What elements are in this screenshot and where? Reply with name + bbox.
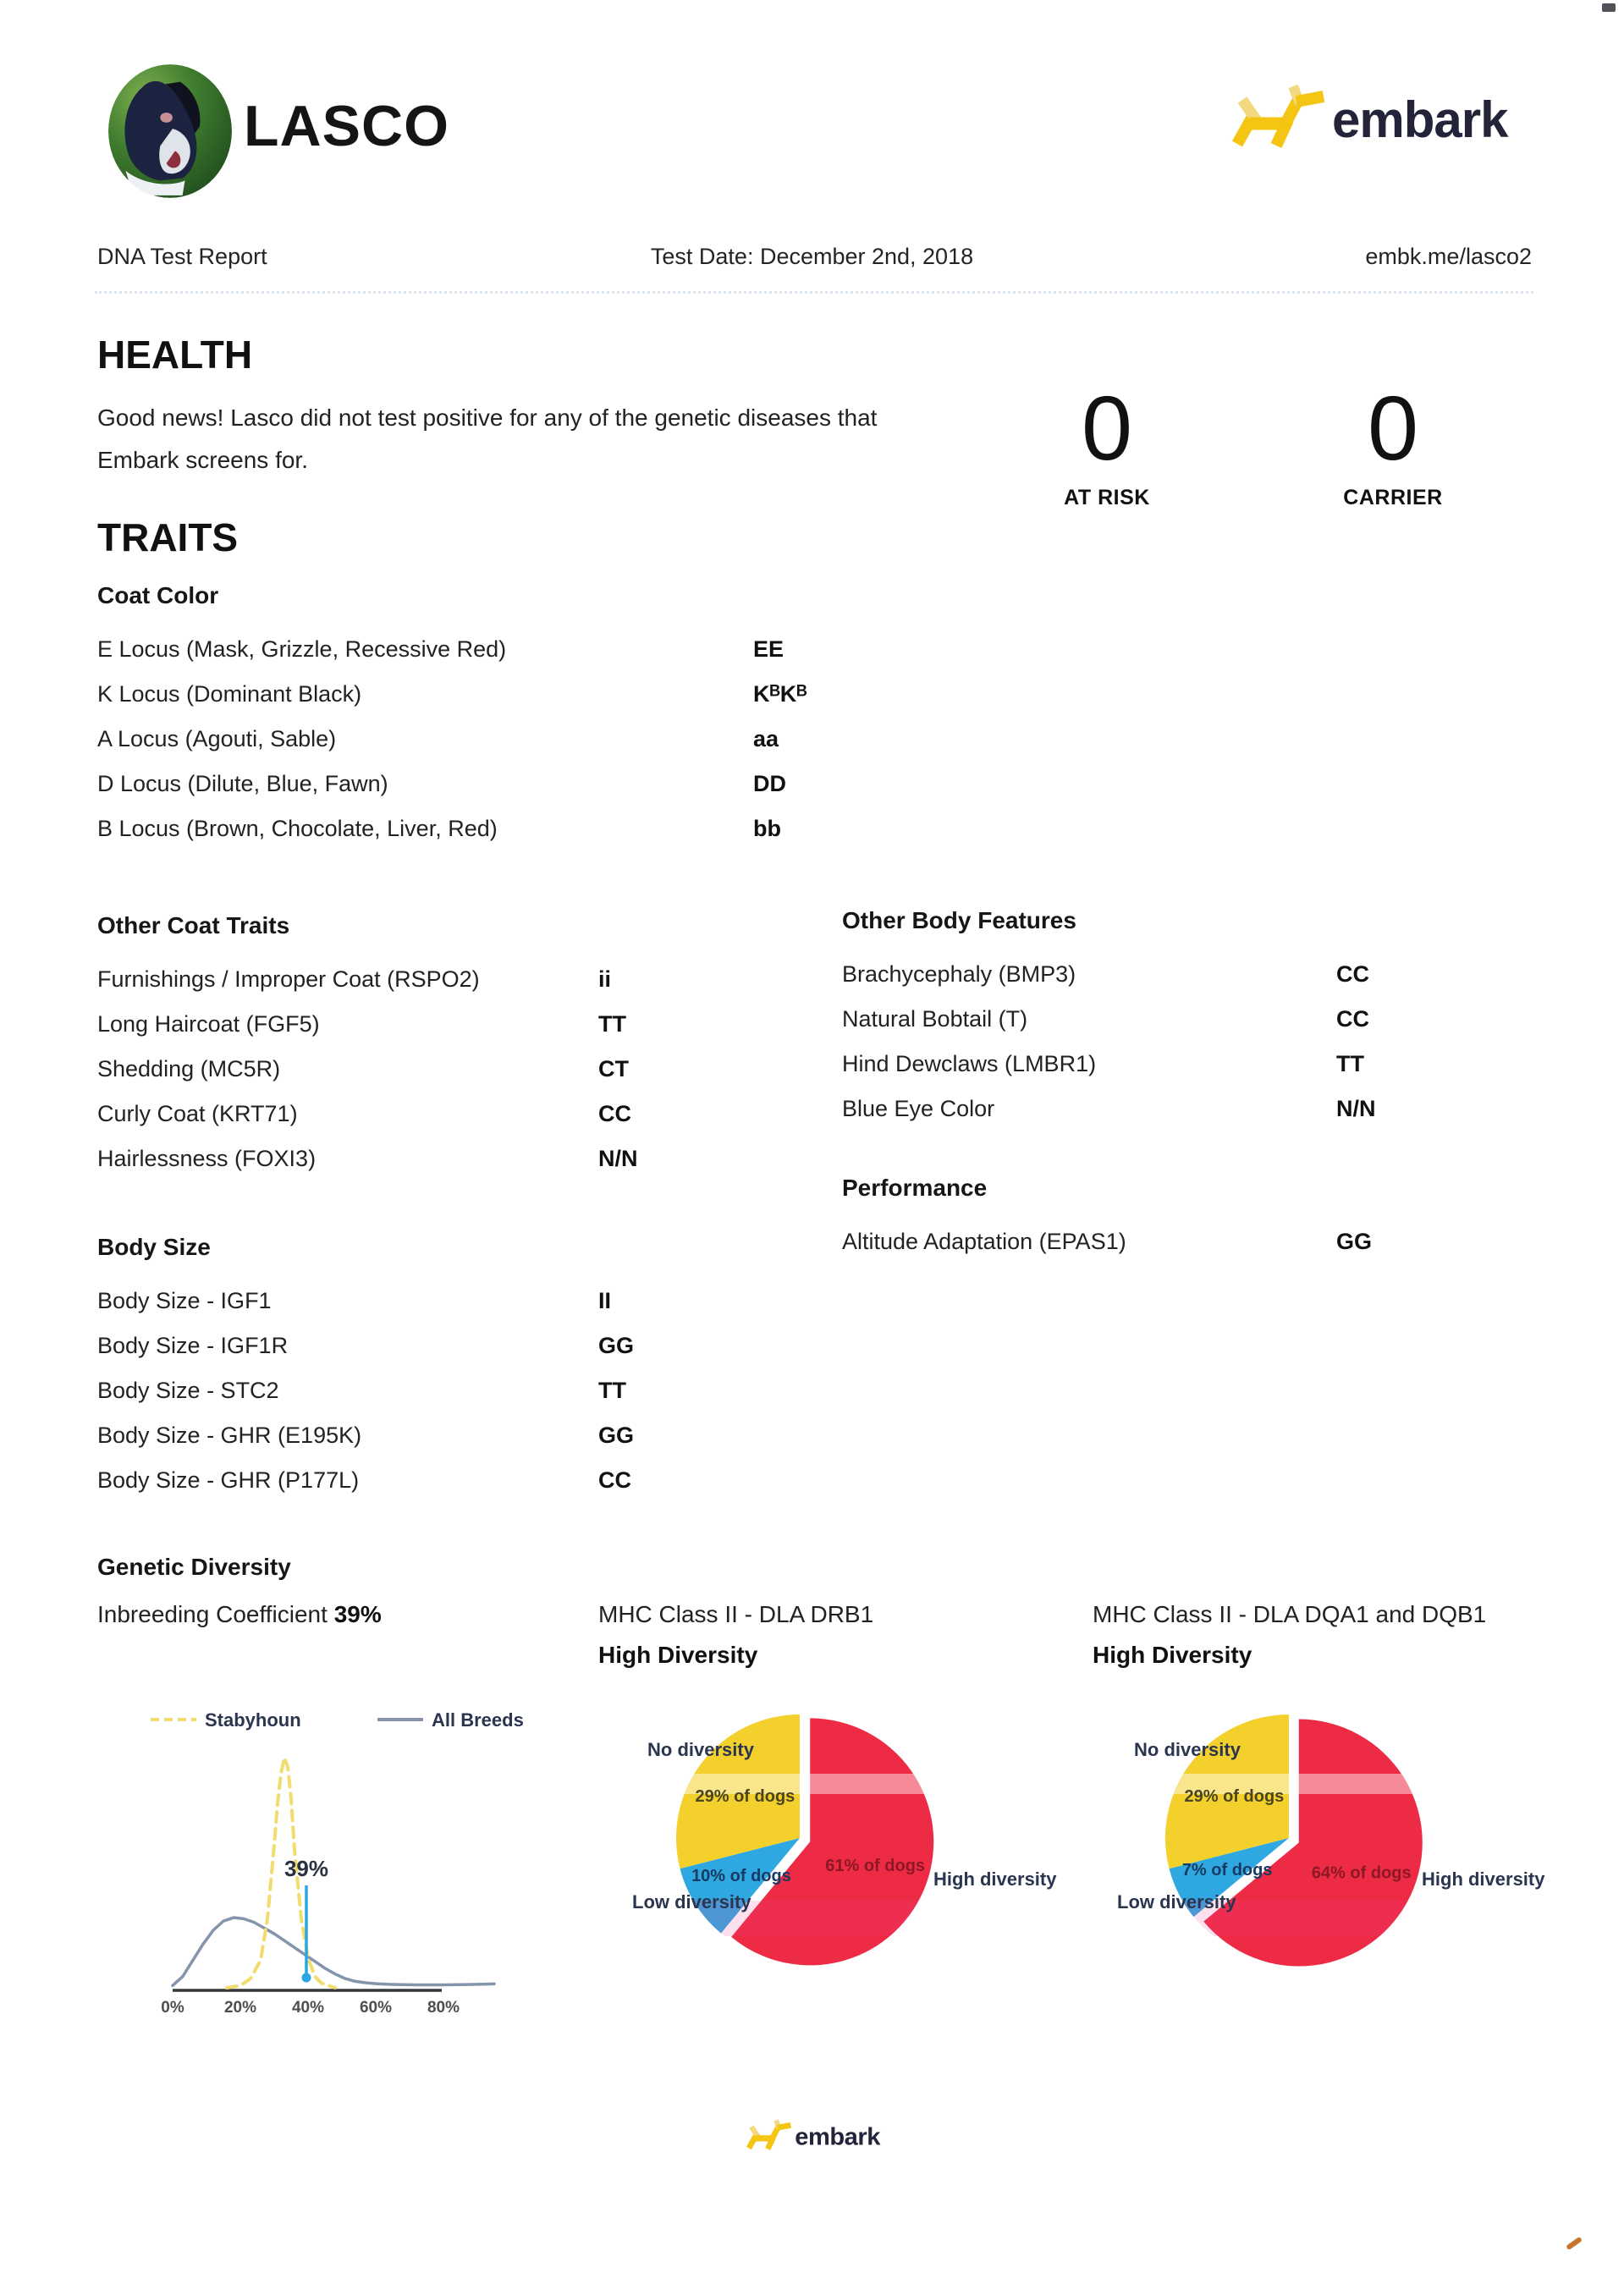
carrier-count: 0 <box>1367 377 1419 479</box>
trait-label: Hairlessness (FOXI3) <box>97 1146 317 1171</box>
trait-label: Natural Bobtail (T) <box>842 1006 1028 1032</box>
trait-label: A Locus (Agouti, Sable) <box>97 726 337 751</box>
other-coat-traits-title: Other Coat Traits <box>97 912 290 938</box>
header-divider <box>95 291 1533 294</box>
svg-text:0%: 0% <box>161 1999 184 2017</box>
table-row <box>842 1086 1587 1131</box>
table-row <box>97 1046 825 1091</box>
trait-value: CC <box>598 1101 631 1126</box>
table-row <box>97 716 927 761</box>
mhc-dqa1-dqb1-title: MHC Class II - DLA DQA1 and DQB1 <box>1093 1601 1487 1627</box>
trait-label: Brachycephaly (BMP3) <box>842 961 1076 987</box>
svg-text:High diversity: High diversity <box>933 1868 1057 1890</box>
trait-label: K Locus (Dominant Black) <box>97 681 362 707</box>
svg-text:29% of dogs: 29% of dogs <box>1184 1786 1285 1806</box>
table-row <box>842 951 1587 996</box>
coat-color-section <box>97 582 927 850</box>
table-row <box>842 1219 1587 1263</box>
mhc-drb1-title: MHC Class II - DLA DRB1 <box>598 1601 874 1627</box>
embark-logo <box>1229 74 1525 160</box>
trait-label: Body Size - IGF1 <box>97 1288 272 1313</box>
trait-label: B Locus (Brown, Chocolate, Liver, Red) <box>97 816 498 841</box>
at-risk-counter <box>1039 377 1175 510</box>
trait-label: Body Size - GHR (P177L) <box>97 1467 360 1493</box>
dog-photo-illustration <box>108 64 232 198</box>
trait-value: TT <box>598 1378 626 1403</box>
trait-label: Body Size - STC2 <box>97 1378 279 1403</box>
mhc-drb1-result: High Diversity <box>598 1642 758 1668</box>
inbreeding-label: Inbreeding Coefficient <box>97 1601 328 1627</box>
table-row <box>97 1001 825 1046</box>
trait-value: GG <box>1336 1229 1373 1254</box>
svg-text:No diversity: No diversity <box>1134 1739 1241 1760</box>
page-title-dog-name: LASCO <box>244 94 449 158</box>
trait-value: DD <box>753 771 786 796</box>
inbreeding-value: 39% <box>333 1601 382 1627</box>
trait-value: aa <box>753 726 779 751</box>
performance-section <box>842 1175 1587 1263</box>
table-row <box>97 1136 825 1181</box>
at-risk-label: AT RISK <box>1064 486 1150 509</box>
svg-text:High diversity: High diversity <box>1422 1868 1545 1890</box>
body-size-section <box>97 1234 825 1502</box>
table-row <box>97 1412 825 1457</box>
carrier-label: CARRIER <box>1343 486 1443 509</box>
other-body-features-section <box>842 907 1587 1131</box>
trait-value: GG <box>598 1333 635 1358</box>
mhc-dqa1-dqb1-pie-chart <box>1117 1709 1624 2024</box>
health-message-line2: Embark screens for. <box>97 447 308 473</box>
svg-text:Stabyhoun: Stabyhoun <box>205 1709 301 1731</box>
embark-dog-logo-icon <box>1237 86 1324 146</box>
inbreeding-distribution-chart <box>127 1703 567 2037</box>
table-row <box>842 1041 1587 1086</box>
trait-label: Furnishings / Improper Coat (RSPO2) <box>97 966 480 992</box>
inbreeding-coefficient <box>97 1601 382 1628</box>
scan-artifact <box>1566 2237 1583 2250</box>
test-date: Test Date: December 2nd, 2018 <box>650 244 974 269</box>
trait-value: TT <box>598 1011 626 1037</box>
embark-dog-logo-icon <box>749 2120 791 2149</box>
footer-embark-logo <box>745 2114 889 2159</box>
report-type: DNA Test Report <box>97 244 267 269</box>
svg-text:All Breeds: All Breeds <box>432 1709 524 1731</box>
trait-label: D Locus (Dilute, Blue, Fawn) <box>97 771 388 796</box>
trait-value: CT <box>598 1056 629 1081</box>
table-row <box>97 1323 825 1368</box>
carrier-counter <box>1325 377 1461 510</box>
mhc-drb1-heading <box>598 1601 873 1669</box>
trait-label: Long Haircoat (FGF5) <box>97 1011 320 1037</box>
report-short-url: embk.me/lasco2 <box>1365 244 1532 269</box>
trait-value: CC <box>1336 1006 1369 1032</box>
svg-text:60%: 60% <box>359 1999 393 2017</box>
health-message-line1: Good news! Lasco did not test positive for any of the genetic diseases that <box>97 405 878 431</box>
trait-label: E Locus (Mask, Grizzle, Recessive Red) <box>97 636 507 662</box>
svg-text:Low diversity: Low diversity <box>1117 1891 1236 1912</box>
svg-text:80%: 80% <box>427 1999 460 2017</box>
trait-label: Body Size - IGF1R <box>97 1333 289 1358</box>
svg-text:39%: 39% <box>284 1856 329 1881</box>
svg-text:10% of dogs: 10% of dogs <box>691 1866 791 1885</box>
embark-wordmark: embark <box>1332 91 1508 148</box>
traits-section-title: TRAITS <box>97 515 239 559</box>
svg-text:No diversity: No diversity <box>647 1739 754 1760</box>
dog-avatar <box>108 64 232 198</box>
trait-value: bb <box>753 816 781 841</box>
svg-text:7% of dogs: 7% of dogs <box>1181 1861 1273 1880</box>
performance-title: Performance <box>842 1175 988 1201</box>
svg-text:64% of dogs: 64% of dogs <box>1311 1863 1412 1883</box>
table-row <box>97 956 825 1001</box>
trait-label: Blue Eye Color <box>842 1096 995 1121</box>
body-size-title: Body Size <box>97 1234 211 1260</box>
table-row <box>97 761 927 806</box>
mhc-dqa1-dqb1-result: High Diversity <box>1093 1642 1252 1668</box>
svg-text:61% of dogs: 61% of dogs <box>825 1857 926 1876</box>
trait-label: Hind Dewclaws (LMBR1) <box>842 1051 1097 1076</box>
embark-wordmark: embark <box>795 2123 880 2151</box>
at-risk-count: 0 <box>1081 377 1133 479</box>
trait-value: ii <box>598 966 612 992</box>
svg-text:29% of dogs: 29% of dogs <box>695 1786 795 1806</box>
trait-value: KᴮKᴮ <box>753 681 807 707</box>
trait-value: CC <box>598 1467 631 1493</box>
coat-color-title: Coat Color <box>97 582 219 608</box>
health-section-title: HEALTH <box>97 333 253 377</box>
table-row <box>842 996 1587 1041</box>
trait-value: N/N <box>1336 1096 1376 1121</box>
trait-label: Altitude Adaptation (EPAS1) <box>842 1229 1126 1254</box>
trait-value: TT <box>1336 1051 1364 1076</box>
trait-label: Curly Coat (KRT71) <box>97 1101 298 1126</box>
other-coat-traits-section <box>97 912 825 1181</box>
table-row <box>97 626 927 671</box>
svg-text:Low diversity: Low diversity <box>632 1891 751 1912</box>
trait-label: Shedding (MC5R) <box>97 1056 281 1081</box>
trait-value: GG <box>598 1423 635 1448</box>
trait-value: N/N <box>598 1146 638 1171</box>
scan-artifact <box>1602 3 1616 12</box>
table-row <box>97 1278 825 1323</box>
trait-label: Body Size - GHR (E195K) <box>97 1423 362 1448</box>
table-row <box>97 671 927 716</box>
trait-value: CC <box>1336 961 1369 987</box>
trait-value: EE <box>753 636 784 662</box>
svg-text:20%: 20% <box>223 1999 257 2017</box>
table-row <box>97 1091 825 1136</box>
svg-text:40%: 40% <box>291 1999 325 2017</box>
other-body-features-title: Other Body Features <box>842 907 1076 933</box>
trait-value: II <box>598 1288 612 1313</box>
mhc-dqa1-dqb1-heading <box>1093 1601 1486 1669</box>
table-row <box>97 1457 825 1502</box>
mhc-drb1-pie-chart <box>630 1709 1138 2024</box>
table-row <box>97 806 927 850</box>
genetic-diversity-title: Genetic Diversity <box>97 1554 291 1580</box>
table-row <box>97 1368 825 1412</box>
